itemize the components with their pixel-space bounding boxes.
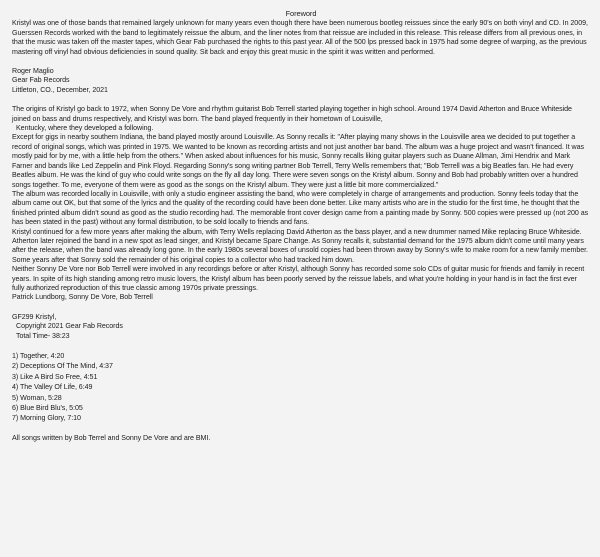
signature-name: Roger Maglio: [12, 67, 54, 76]
songwriting-credits: All songs written by Bob Terrel and Sonny De Vore and are BMI.: [12, 433, 211, 442]
total-time: Total Time- 38:23: [16, 331, 70, 340]
track-list: [12, 351, 590, 424]
notes-paragraph-4: Kristyl continued for a few more years after making the album, with Terry Wells replacing David Atherton as the bass player, and a new drummer named Mike replacing Bruce Whiteside. Atherton later rejoined the band in a new spot as lead singer, and Kristyl became Spare Change. As Sonny recalls it, substantial demand for the 1975 album didn't come until many years after the release, when the band was already long gone. In the early 1980s several boxes of unsold copies had been thrown away by Sonny's wife to make room for a new family member. Some years after that Sonny sold the remainder of his original copies to a collector who had tracked him down.: [12, 227, 588, 264]
track-item: 1) Together, 4:20: [12, 352, 65, 360]
notes-paragraph-5: Neither Sonny De Vore nor Bob Terrell were involved in any recordings before or after Kristyl, although Sonny has recorded some solo CDs of guitar music for friends and family in recent years. In spite of its high standing among retro music lovers, the Kristyl album has been poorly served by the reissue labels, and what you're holding in your hand is in fact the first ever fully authorized reproduction of this true classic among 1970s private pressings.: [12, 265, 585, 292]
notes-paragraph-1b: Kentucky, where they developed a following.: [16, 124, 154, 133]
foreword-intro: Kristyl was one of those bands that remained largely unknown for many years even though there have been numerous bootleg reissues since the early 90's on both vinyl and CD. In 2009, Guerssen Records worked with the band to legitimately reissue the album, and the liner notes from that reissue are included in this release. This release differs from all previous ones, in that the music was taken off the master tapes, which Gear Fab purchased the rights to this past year. All of the 500 lps pressed back in 1975 had some degree of warping, as the previous mastering off vinyl had obvious deficiencies in sound quality. Sit back and enjoy this great music in the spirit it was written and performed.: [12, 19, 588, 56]
track-item: 7) Morning Glory, 7:10: [12, 414, 81, 423]
catalog-number: GF299 Kristyl,: [12, 312, 57, 321]
notes-author: Patrick Lundborg, Sonny De Vore, Bob Terrell: [12, 293, 153, 302]
track-item: 4) The Valley Of Life, 6:49: [12, 383, 93, 392]
signature-place-date: Littleton, CO., December, 2021: [12, 85, 108, 94]
track-item: 3) Like A Bird So Free, 4:51: [12, 372, 98, 381]
track-item: 6) Blue Bird Blu's, 5:05: [12, 404, 83, 413]
track-item: 5) Woman, 5:28: [12, 393, 62, 402]
release-info: [12, 313, 590, 341]
notes-paragraph-3: The album was recorded locally in Louisville, with only a studio engineer assisting the band, who were completely in charge of arrangements and production. Sonny feels today that the album came out OK, but that some of the lyrics and the quality of the recording could have been done better. Like many artists who are in the studio for the first time, he thought that the finished printed album didn't sound as good as the studio recording had. The memorable front cover design came from a painting made by Sonny. 500 copies were pressed up (not 200 as has been stated in the past) without any formal distribution, to be sold locally to friends and fans.: [12, 189, 589, 227]
signature-company: Gear Fab Records: [12, 76, 70, 85]
notes-paragraph-1: The origins of Kristyl go back to 1972, when Sonny De Vore and rhythm guitarist Bob Terrell started playing together in high school. Around 1974 David Atherton and Bruce Whiteside joined on bass and drums respectively, and Kristyl was born. The band played frequently in their hometown of Louisville,: [12, 105, 572, 123]
track-item: 2) Deceptions Of The Mind, 4:37: [12, 362, 113, 371]
foreword-title: Foreword: [285, 9, 317, 18]
notes-paragraph-2: Except for gigs in nearby southern Indiana, the band played mostly around Louisville. As Sonny recalls it: "After playing many shows in the Louisville area we decided to put together a record of original songs, which was printed in 1975. We wanted to be known as recording artists and not just another bar band. The album was a huge project and wasn't financed. It was mostly paid for by me, with a little help from the others." When asked about influences for his music, Sonny recalls liking guitar players such as Duane Allman, Jimi Hendrix and Mark Farner and bands like Led Zeppelin and Pink Floyd. Regarding Sonny's song writing partner Bob Terrell, Terry Wells remembers that; "Bob Terrell was a big Beatles fan. He had every Beatles album. He was the kind of guy who could write songs on the fly all day long. There were seven songs on the Kristyl album. Sonny and Bob had probably written over a hundred songs together. To me, everyone of them were as good as the songs on the Kristyl album. They were just a little bit more commercialized.": [12, 133, 584, 189]
liner-notes: [12, 105, 590, 303]
copyright: Copyright 2021 Gear Fab Records: [16, 322, 123, 331]
foreword-signature: [12, 67, 590, 95]
